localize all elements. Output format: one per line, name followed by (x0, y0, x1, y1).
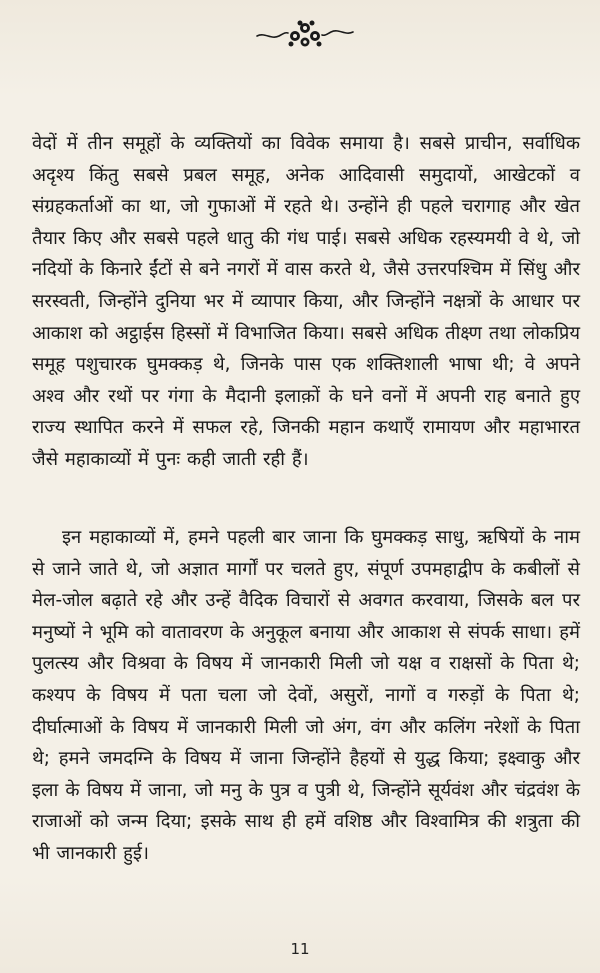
body-paragraph-2: इन महाकाव्यों में, हमने पहली बार जाना कि घुमक्कड़ साधु, ऋषियों के नाम से जाने जाते थे, जो अज्ञात मार्गों पर चलते हुए, संपूर्ण उपमहाद्वीप के कबीलों से मेल-जोल बढ़ाते रहे और उन्हें वैदिक विचारों से अवगत करवाया, जिसके बल पर मनुष्यों ने भूमि को वातावरण के अनुकूल बनाया और आकाश से संपर्क साधा। हमें पुलत्स्य और विश्रवा के विषय में जानकारी मिली जो यक्ष व राक्षसों के पिता थे; कश्यप के विषय में पता चला जो देवों, असुरों, नागों व गरुड़ों के पिता थे; दीर्घात्माओं के विषय में जानकारी मिली जो अंग, वंग और कलिंग नरेशों के पिता थे; हमने जमदग्नि के विषय में जाना जिन्होंने हैहयों से युद्ध किया; इक्ष्वाकु और इला के विषय में जाना, जो मनु के पुत्र व पुत्री थे, जिन्होंने सूर्यवंश और चंद्रवंश के राजाओं को जन्म दिया; इसके साथ ही हमें वशिष्ठ और विश्वामित्र की शत्रुता की भी जानकारी हुई। (32, 527, 580, 864)
body-paragraph-1: वेदों में तीन समूहों के व्यक्तियों का विवेक समाया है। सबसे प्राचीन, सर्वाधिक अदृश्य किंतु सबसे प्रबल समूह, अनेक आदिवासी समुदायों, आखेटकों व संग्रहकर्ताओं का था, जो गुफाओं में रहते थे। उन्होंने ही पहले चरागाह और खेत तैयार किए और सबसे पहले धातु की गंध पाई। सबसे अधिक रहस्यमयी वे थे, जो नदियों के किनारे ईंटों से बने नगरों में वास करते थे, जैसे उत्तरपश्चिम में सिंधु और सरस्वती, जिन्होंने दुनिया भर में व्यापार किया, और जिन्होंने नक्षत्रों के आधार पर आकाश को अट्ठाईस हिस्सों में विभाजित किया। सबसे अधिक तीक्ष्ण तथा लोकप्रिय समूह पशुचारक घुमक्कड़ थे, जिनके पास एक शक्तिशाली भाषा थी; वे अपने अश्व और रथों पर गंगा के मैदानी इलाक़ों के घने वनों में अपनी राह बनाते हुए राज्य स्थापित करने में सफल रहे, जिनकी महान कथाएँ रामायण और महाभारत जैसे महाकाव्यों में पुनः कही जाती रही हैं। (32, 133, 580, 470)
page-number: 11 (290, 940, 310, 958)
floral-ornament-icon (255, 14, 355, 54)
